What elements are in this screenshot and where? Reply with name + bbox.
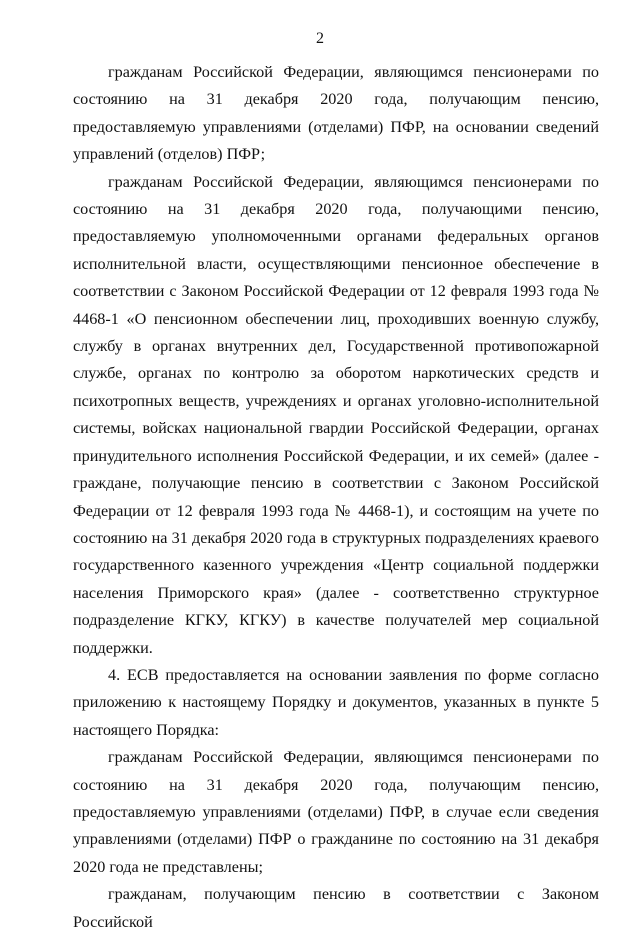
paragraph-pensioners-no-pfr-data: гражданам Российской Федерации, являющимся пенсионерами по состоянию на 31 декабря 2020 года, получающим пенсию, предоставляемую управлениями (отделами) ПФР, в случае если сведения управлениями (отделами) ПФР о гражданине по состоянию на 31 декабря 2020 года не представлены;: [73, 748, 599, 876]
page-number: 2: [316, 30, 324, 47]
paragraph-clause-4: 4. ЕСВ предоставляется на основании заявления по форме согласно приложению к настоящему Порядку и документов, указанных в пункте 5 настоящего Порядка:: [73, 665, 599, 739]
document-body: [73, 59, 599, 936]
paragraph-pension-law-recipients: гражданам, получающим пенсию в соответствии с Законом Российской: [73, 885, 599, 931]
paragraph-pensioners-pfr: гражданам Российской Федерации, являющимся пенсионерами по состоянию на 31 декабря 2020 года, получающим пенсию, предоставляемую управлениями (отделами) ПФР, на основании сведений управлений (отделов) ПФР;: [73, 63, 599, 164]
paragraph-pensioners-federal-bodies: гражданам Российской Федерации, являющимся пенсионерами по состоянию на 31 декабря 2020 года, получающими пенсию, предоставляемую уполномоченными органами федеральных органов исполнительной власти, осуществляющими пенсионное обеспечение в соответствии с Законом Российской Федерации от 12 февраля 1993 года № 4468-1 «О пенсионном обеспечении лиц, проходивших военную службу, службу в органах внутренних дел, Государственной противопожарной службе, органах по контролю за оборотом наркотических средств и психотропных веществ, учреждениях и органах уголовно-исполнительной системы, войсках национальной гвардии Российской Федерации, органах принудительного исполнения Российской Федерации, и их семей» (далее - граждане, получающие пенсию в соответствии с Законом Российской Федерации от 12 февраля 1993 года № 4468-1), и состоящим на учете по состоянию на 31 декабря 2020 года в структурных подразделениях краевого государственного казенного учреждения «Центр социальной поддержки населения Приморского края» (далее - соответственно структурное подразделение КГКУ, КГКУ) в качестве получателей мер социальной поддержки.: [73, 172, 599, 657]
